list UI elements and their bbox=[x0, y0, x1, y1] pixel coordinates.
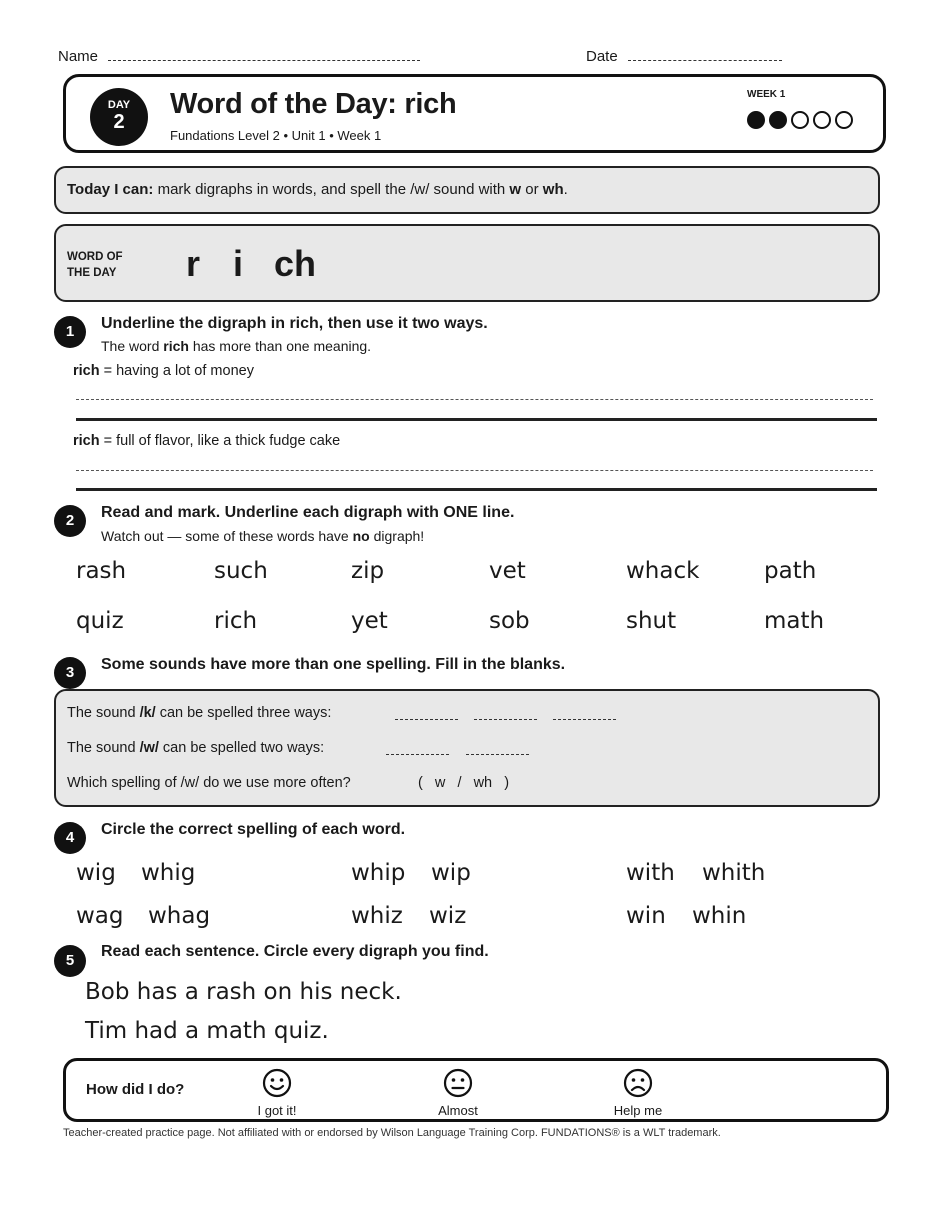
blank-w-1[interactable] bbox=[386, 740, 449, 755]
word-item[interactable]: sob bbox=[489, 608, 530, 634]
word-item[interactable]: whack bbox=[626, 558, 700, 584]
word-item[interactable]: such bbox=[214, 558, 268, 584]
spelling-option[interactable]: whin bbox=[692, 903, 747, 929]
word-letter: i bbox=[233, 243, 244, 284]
page-subtitle: Fundations Level 2 • Unit 1 • Week 1 bbox=[170, 128, 382, 143]
sentence[interactable]: Tim had a math quiz. bbox=[85, 1018, 329, 1044]
name-field[interactable] bbox=[58, 48, 420, 65]
self-rating-label: How did I do? bbox=[86, 1081, 185, 1098]
rating-option-help-me[interactable] bbox=[588, 1068, 688, 1118]
progress-dot-filled bbox=[747, 111, 765, 129]
question-number: 1 bbox=[54, 316, 86, 348]
word-item[interactable]: rich bbox=[214, 608, 258, 634]
spelling-option[interactable]: whip bbox=[351, 860, 406, 886]
sentence[interactable]: Bob has a rash on his neck. bbox=[85, 979, 402, 1005]
spelling-option[interactable]: whith bbox=[702, 860, 766, 886]
question-title: Read each sentence. Circle every digraph you find. bbox=[101, 943, 489, 960]
word-item[interactable]: rash bbox=[76, 558, 127, 584]
name-label: Name bbox=[58, 48, 99, 65]
spelling-option[interactable]: whag bbox=[148, 903, 211, 929]
progress-dot-filled bbox=[769, 111, 787, 129]
spelling-option[interactable]: wiz bbox=[429, 903, 467, 929]
rating-option-label: Almost bbox=[438, 1103, 478, 1118]
word-of-day-box bbox=[54, 224, 880, 302]
spelling-option[interactable]: whig bbox=[141, 860, 196, 886]
fill-line-k: The sound /k/ can be spelled three ways: bbox=[67, 705, 332, 721]
question-title: Read and mark. Underline each digraph with ONE line. bbox=[101, 504, 515, 521]
word-item[interactable]: math bbox=[764, 608, 825, 634]
word-item[interactable]: vet bbox=[489, 558, 526, 584]
word-of-day-label: WORD OF THE DAY bbox=[67, 251, 123, 279]
writing-line[interactable] bbox=[76, 488, 877, 491]
spelling-choice[interactable]: ( w / wh ) bbox=[418, 775, 510, 791]
day-number: 2 bbox=[113, 111, 125, 133]
spelling-option[interactable]: win bbox=[626, 903, 666, 929]
today-lead: Today I can: bbox=[67, 181, 154, 198]
progress-dot-empty bbox=[813, 111, 831, 129]
word-item[interactable]: zip bbox=[351, 558, 385, 584]
rating-option-label: Help me bbox=[613, 1103, 663, 1118]
day-badge bbox=[90, 88, 148, 146]
blank-k-3[interactable] bbox=[553, 705, 616, 720]
question-number: 3 bbox=[54, 657, 86, 689]
blank-k-2[interactable] bbox=[474, 705, 537, 720]
writing-line[interactable] bbox=[76, 418, 877, 421]
fill-line-which: Which spelling of /w/ do we use more often? bbox=[67, 775, 351, 791]
word-item[interactable]: yet bbox=[351, 608, 388, 634]
writing-guide-line bbox=[76, 470, 873, 471]
question-subtitle: The word rich has more than one meaning. bbox=[101, 338, 372, 354]
spelling-option[interactable]: wig bbox=[76, 860, 116, 886]
question-number: 4 bbox=[54, 822, 86, 854]
word-item[interactable]: shut bbox=[626, 608, 677, 634]
word-item[interactable]: quiz bbox=[76, 608, 124, 634]
word-letter: ch bbox=[274, 243, 317, 284]
neutral-face-icon bbox=[443, 1068, 473, 1098]
writing-guide-line bbox=[76, 399, 873, 400]
spelling-option[interactable]: wip bbox=[431, 860, 471, 886]
word-item[interactable]: path bbox=[764, 558, 817, 584]
fill-line-w: The sound /w/ can be spelled two ways: bbox=[67, 740, 325, 756]
week-label: WEEK 1 bbox=[747, 89, 786, 100]
rating-option-almost[interactable] bbox=[408, 1068, 508, 1118]
definition-1: rich = having a lot of money bbox=[73, 363, 254, 379]
week-progress-dots bbox=[747, 111, 853, 129]
footer-disclaimer: Teacher-created practice page. Not affiliated with or endorsed by Wilson Language Training Corp. FUNDATIONS® is a WLT trademark. bbox=[63, 1127, 721, 1139]
blank-w-2[interactable] bbox=[466, 740, 529, 755]
blank-k-1[interactable] bbox=[395, 705, 458, 720]
definition-2: rich = full of flavor, like a thick fudge cake bbox=[73, 433, 341, 449]
question-title: Some sounds have more than one spelling. Fill in the blanks. bbox=[101, 656, 566, 673]
progress-dot-empty bbox=[791, 111, 809, 129]
spelling-option[interactable]: wag bbox=[76, 903, 124, 929]
rating-option-got-it[interactable] bbox=[227, 1068, 327, 1118]
date-field[interactable] bbox=[586, 48, 782, 65]
question-number: 5 bbox=[54, 945, 86, 977]
question-title: Underline the digraph in rich, then use it two ways. bbox=[101, 315, 488, 332]
progress-dot-empty bbox=[835, 111, 853, 129]
frown-face-icon bbox=[623, 1068, 653, 1098]
page-title: Word of the Day: rich bbox=[170, 88, 457, 120]
spelling-option[interactable]: with bbox=[626, 860, 675, 886]
day-label: DAY bbox=[107, 99, 131, 111]
rating-option-label: I got it! bbox=[257, 1103, 297, 1118]
today-statement: Today I can: mark digraphs in words, and spell the /w/ sound with w or wh. bbox=[67, 181, 568, 198]
question-subtitle: Watch out — some of these words have no digraph! bbox=[101, 528, 425, 544]
question-title: Circle the correct spelling of each word. bbox=[101, 821, 406, 838]
spelling-option[interactable]: whiz bbox=[351, 903, 403, 929]
question-number: 2 bbox=[54, 505, 86, 537]
smiley-face-icon bbox=[262, 1068, 292, 1098]
word-letter: r bbox=[186, 243, 201, 284]
date-label: Date bbox=[586, 48, 618, 65]
